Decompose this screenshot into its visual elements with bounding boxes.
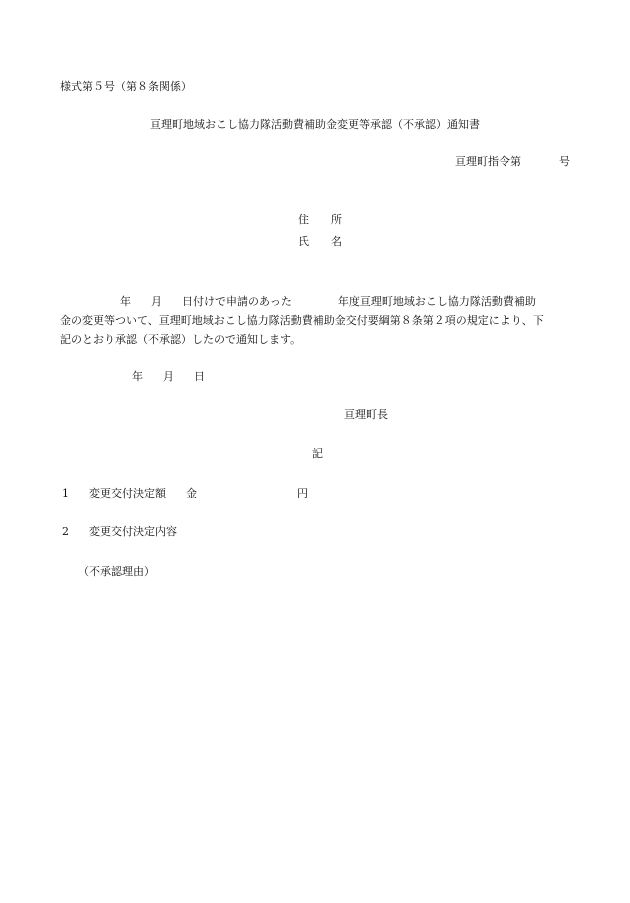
body-line1-rest: 日付けで申請のあった (182, 295, 292, 308)
document-number-suffix: 号 (559, 155, 570, 168)
disapproval-reason-label: （不承認理由） (78, 565, 155, 578)
amount-prefix: 金 (186, 487, 197, 500)
notice-body-line-2: 金の変更等ついて、亘理町地域おこし協力隊活動費補助金交付要綱第８条第２項の規定により、下 (60, 314, 544, 327)
item-number: 1 (62, 487, 69, 500)
ki-heading: 記 (312, 447, 323, 460)
name-label-char-1: 氏 (298, 235, 309, 248)
issue-date (132, 370, 205, 384)
issuer-name: 亘理町長 (344, 408, 388, 421)
body-year: 年 (120, 295, 131, 308)
issue-date-day: 日 (194, 370, 205, 383)
notice-body (60, 292, 544, 349)
document-number (455, 155, 570, 169)
item-content (62, 525, 177, 539)
notice-body-line-1 (60, 292, 544, 311)
address-label-char-2: 所 (331, 213, 342, 226)
address-label-char-1: 住 (298, 213, 309, 226)
item-label: 変更交付決定額 (89, 487, 166, 500)
form-number: 様式第５号（第８条関係） (60, 80, 192, 93)
notice-body-line-3: 記のとおり承認（不承認）したので通知します。 (60, 333, 302, 346)
item-amount (62, 487, 308, 501)
item-label: 変更交付決定内容 (89, 525, 177, 538)
document-number-prefix: 亘理町指令第 (455, 155, 521, 168)
issue-date-year: 年 (132, 370, 143, 383)
document-title: 亘理町地域おこし協力隊活動費補助金変更等承認（不承認）通知書 (150, 118, 480, 131)
name-label (298, 235, 342, 249)
amount-unit: 円 (297, 487, 308, 500)
issue-date-month: 月 (163, 370, 174, 383)
body-line1-end: 年度亘理町地域おこし協力隊活動費補助 (337, 295, 536, 308)
body-month: 月 (151, 295, 162, 308)
item-number: 2 (62, 525, 69, 538)
address-label (298, 213, 342, 227)
name-label-char-2: 名 (331, 235, 342, 248)
